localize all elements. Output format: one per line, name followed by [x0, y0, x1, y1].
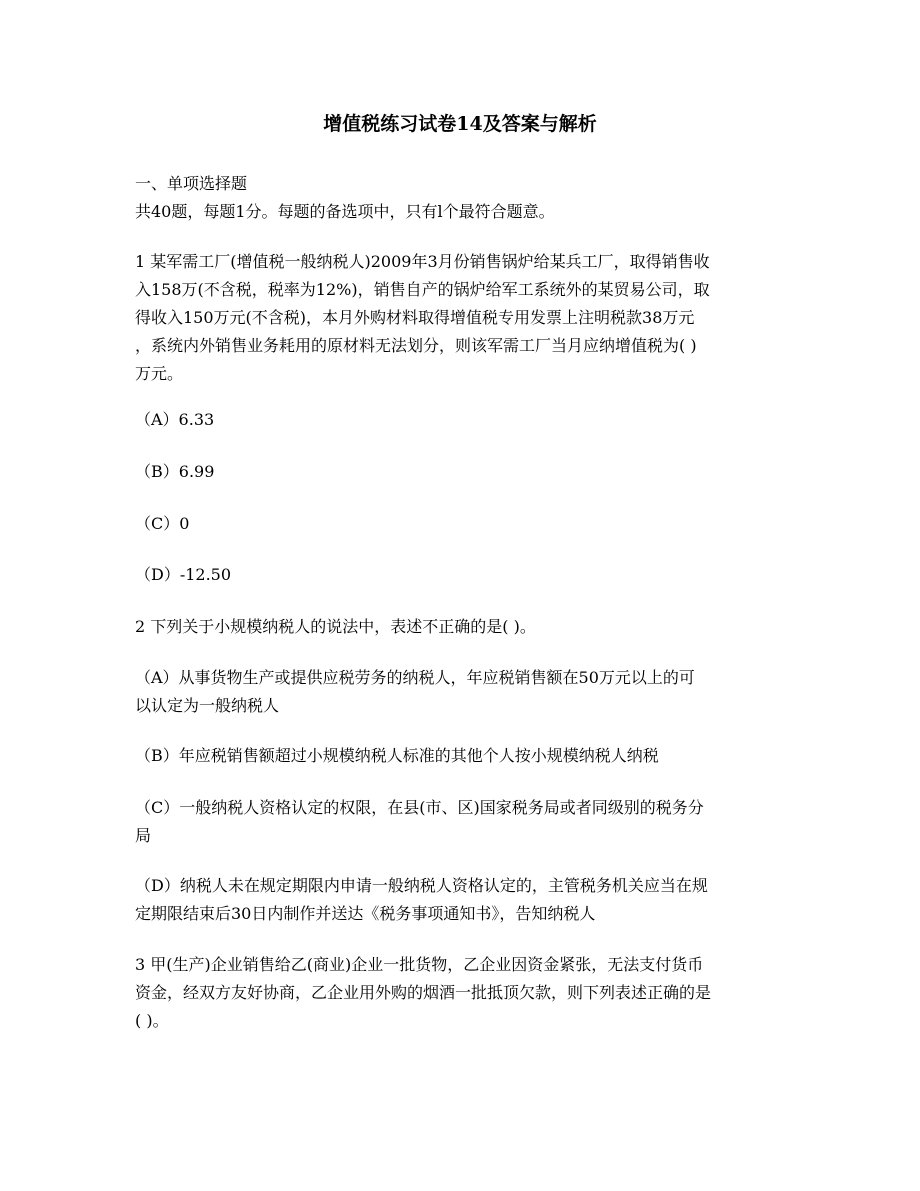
question-stem-line: ，系统内外销售业务耗用的原材料无法划分，则该军需工厂当月应纳增值税为( ) — [135, 336, 697, 355]
question-2-stem — [135, 613, 790, 641]
option-text: （A）从事货物生产或提供应税劳务的纳税人，年应税销售额在50万元以上的可 — [135, 668, 695, 687]
question-1-option-a — [135, 406, 790, 434]
question-1-stem — [135, 248, 790, 388]
option-text: （B）6.99 — [135, 462, 215, 481]
question-3-stem — [135, 951, 790, 1035]
question-stem-line: 得收入150万元(不含税)，本月外购材料取得增值税专用发票上注明税款38万元 — [135, 308, 695, 327]
option-text: 定期限结束后30日内制作并送达《税务事项通知书》，告知纳税人 — [135, 904, 596, 923]
question-stem-line: 入158万(不含税，税率为12%)，销售自产的锅炉给军工系统外的某贸易公司，取 — [135, 280, 710, 299]
question-2-option-d — [135, 872, 790, 928]
question-1-option-c — [135, 510, 790, 538]
question-stem-line: 3 甲(生产)企业销售给乙(商业)企业一批货物，乙企业因资金紧张，无法支付货币 — [135, 955, 704, 974]
option-text: 以认定为一般纳税人 — [135, 696, 280, 715]
section-heading: 一、单项选择题 — [135, 174, 248, 193]
question-stem-line: 2 下列关于小规模纳税人的说法中，表述不正确的是( )。 — [135, 617, 536, 636]
option-text: （C）一般纳税人资格认定的权限，在县(市、区)国家税务局或者同级别的税务分 — [135, 798, 704, 817]
question-stem-line: 资金，经双方友好协商，乙企业用外购的烟酒一批抵顶欠款，则下列表述正确的是 — [135, 983, 712, 1002]
question-stem-line: 万元。 — [135, 364, 184, 383]
section-header — [135, 170, 790, 226]
question-stem-line: 1 某军需工厂(增值税一般纳税人)2009年3月份销售锅炉给某兵工厂，取得销售收 — [135, 252, 710, 271]
option-text: （D）纳税人未在规定期限内申请一般纳税人资格认定的，主管税务机关应当在规 — [135, 876, 708, 895]
section-instructions: 共40题，每题1分。每题的备选项中，只有l个最符合题意。 — [135, 202, 555, 221]
option-text: （D）-12.50 — [135, 565, 232, 584]
question-stem-line: ( )。 — [135, 1011, 169, 1030]
option-text: 局 — [135, 826, 152, 845]
question-2-option-a — [135, 664, 790, 720]
question-2-option-b — [135, 742, 790, 770]
option-text: （C）0 — [135, 514, 190, 533]
question-1-option-d — [135, 561, 790, 589]
document-title: 增值税练习试卷14及答案与解析 — [323, 113, 597, 135]
question-1-option-b — [135, 458, 790, 486]
option-text: （A）6.33 — [135, 410, 215, 429]
option-text: （B）年应税销售额超过小规模纳税人标准的其他个人按小规模纳税人纳税 — [135, 746, 659, 765]
question-2-option-c — [135, 794, 790, 850]
